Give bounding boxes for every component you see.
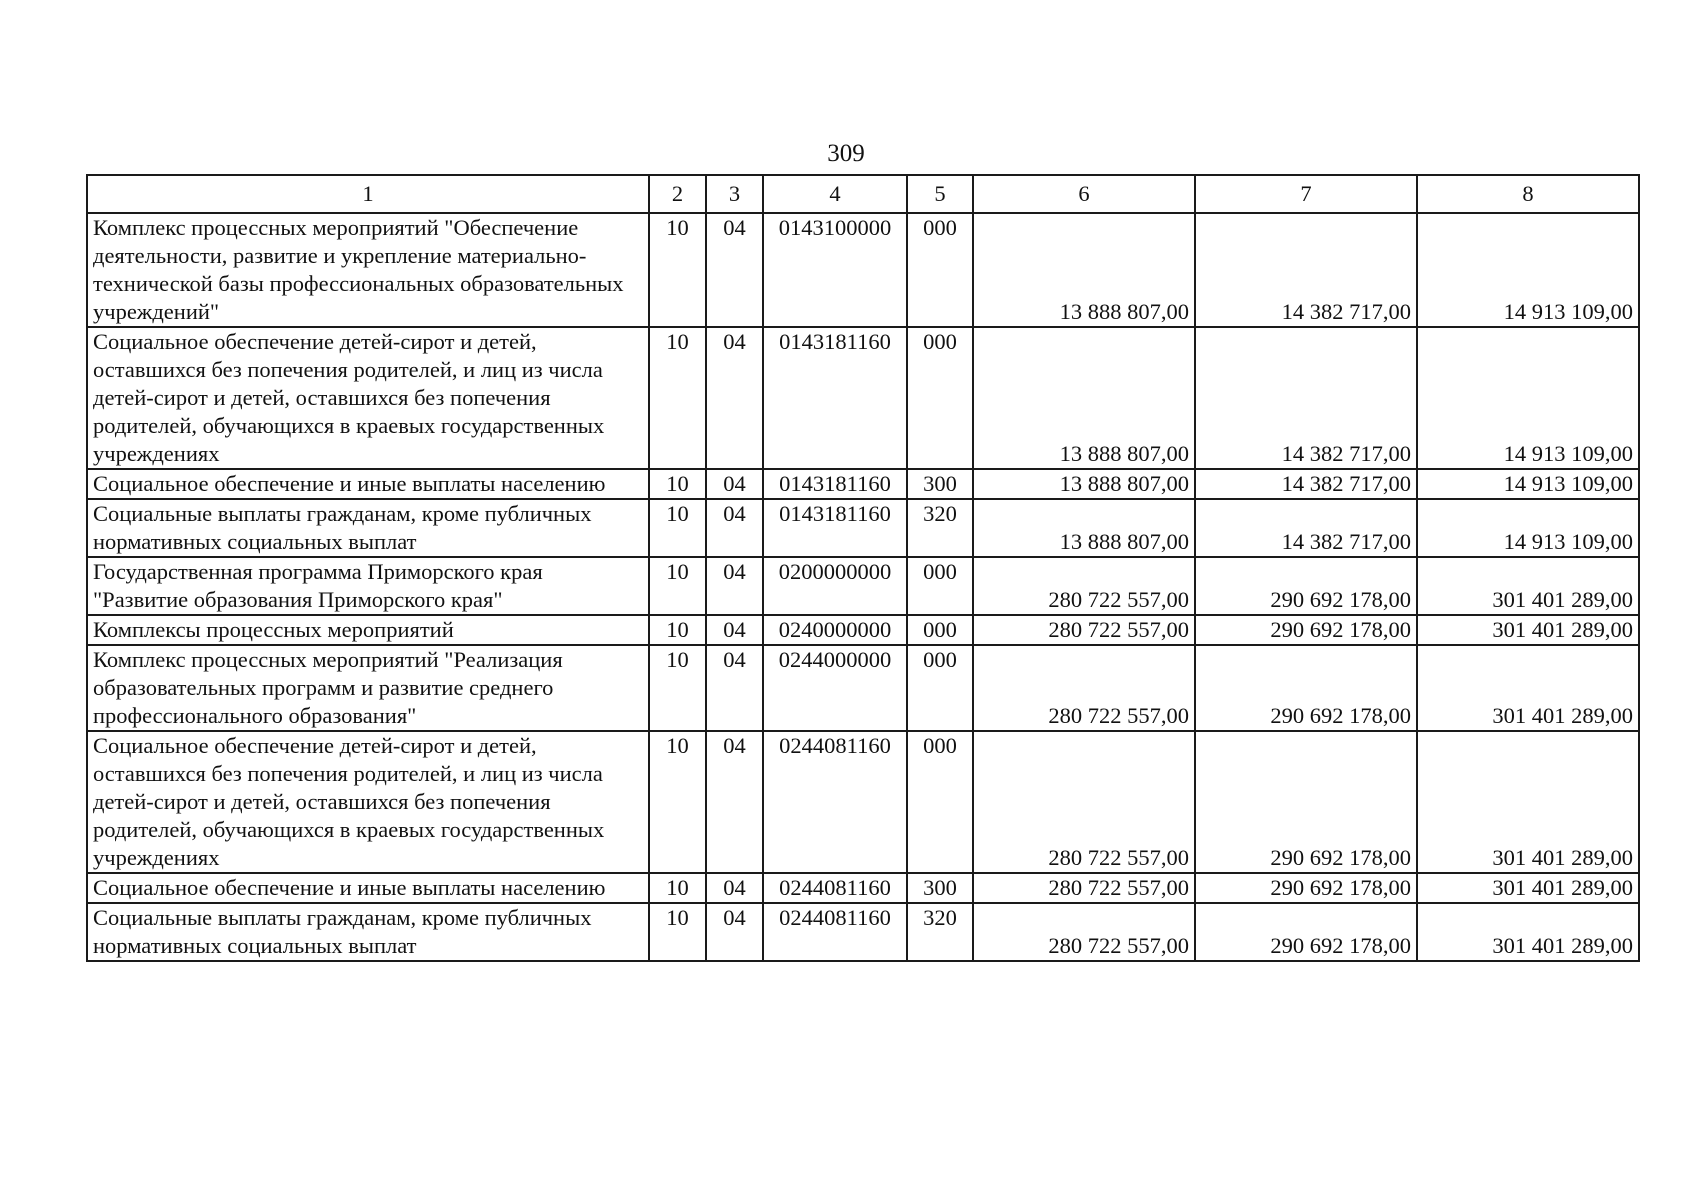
target-article-code: 0244081160 xyxy=(763,903,907,961)
amount-col-6: 13 888 807,00 xyxy=(973,213,1195,327)
section-code: 10 xyxy=(649,731,706,873)
row-name: Социальное обеспечение и иные выплаты населению xyxy=(87,873,649,903)
amount-col-7: 290 692 178,00 xyxy=(1195,873,1417,903)
column-header: 8 xyxy=(1417,175,1639,213)
amount-col-7: 14 382 717,00 xyxy=(1195,499,1417,557)
amount-col-6: 13 888 807,00 xyxy=(973,469,1195,499)
row-name: Социальное обеспечение детей-сирот и детей, оставшихся без попечения родителей, и лиц из числа детей-сирот и детей, оставшихся без попечения родителей, обучающихся в краевых государственных учреждениях xyxy=(87,327,649,469)
expense-type-code: 000 xyxy=(907,557,973,615)
section-code: 10 xyxy=(649,469,706,499)
target-article-code: 0244081160 xyxy=(763,731,907,873)
column-header: 4 xyxy=(763,175,907,213)
row-name: Государственная программа Приморского края "Развитие образования Приморского края" xyxy=(87,557,649,615)
row-name: Социальные выплаты гражданам, кроме публичных нормативных социальных выплат xyxy=(87,903,649,961)
target-article-code: 0244000000 xyxy=(763,645,907,731)
amount-col-6: 280 722 557,00 xyxy=(973,903,1195,961)
amount-col-8: 14 913 109,00 xyxy=(1417,469,1639,499)
expense-type-code: 000 xyxy=(907,645,973,731)
target-article-code: 0143181160 xyxy=(763,327,907,469)
amount-col-8: 14 913 109,00 xyxy=(1417,499,1639,557)
column-header: 3 xyxy=(706,175,763,213)
table-row xyxy=(87,327,1639,469)
amount-col-6: 280 722 557,00 xyxy=(973,557,1195,615)
section-code: 10 xyxy=(649,499,706,557)
row-name: Социальное обеспечение и иные выплаты населению xyxy=(87,469,649,499)
column-header: 7 xyxy=(1195,175,1417,213)
row-name: Комплекс процессных мероприятий "Реализация образовательных программ и развитие среднего профессионального образования" xyxy=(87,645,649,731)
amount-col-8: 301 401 289,00 xyxy=(1417,873,1639,903)
amount-col-7: 290 692 178,00 xyxy=(1195,903,1417,961)
section-code: 10 xyxy=(649,557,706,615)
amount-col-8: 301 401 289,00 xyxy=(1417,645,1639,731)
amount-col-7: 290 692 178,00 xyxy=(1195,557,1417,615)
expense-type-code: 300 xyxy=(907,469,973,499)
amount-col-7: 14 382 717,00 xyxy=(1195,213,1417,327)
expense-type-code: 000 xyxy=(907,327,973,469)
expense-type-code: 000 xyxy=(907,213,973,327)
subsection-code: 04 xyxy=(706,557,763,615)
table-row xyxy=(87,731,1639,873)
target-article-code: 0240000000 xyxy=(763,615,907,645)
expense-type-code: 000 xyxy=(907,615,973,645)
section-code: 10 xyxy=(649,615,706,645)
row-name: Социальное обеспечение детей-сирот и детей, оставшихся без попечения родителей, и лиц из числа детей-сирот и детей, оставшихся без попечения родителей, обучающихся в краевых государственных учреждениях xyxy=(87,731,649,873)
amount-col-7: 14 382 717,00 xyxy=(1195,469,1417,499)
header-row xyxy=(87,175,1639,213)
expense-type-code: 000 xyxy=(907,731,973,873)
amount-col-6: 13 888 807,00 xyxy=(973,327,1195,469)
table-row xyxy=(87,469,1639,499)
column-header: 2 xyxy=(649,175,706,213)
table-row xyxy=(87,615,1639,645)
subsection-code: 04 xyxy=(706,731,763,873)
table-row xyxy=(87,645,1639,731)
section-code: 10 xyxy=(649,645,706,731)
budget-table xyxy=(86,174,1640,962)
subsection-code: 04 xyxy=(706,469,763,499)
amount-col-8: 14 913 109,00 xyxy=(1417,213,1639,327)
amount-col-8: 301 401 289,00 xyxy=(1417,557,1639,615)
page-number: 309 xyxy=(827,140,865,167)
expense-type-code: 320 xyxy=(907,903,973,961)
amount-col-6: 280 722 557,00 xyxy=(973,873,1195,903)
amount-col-6: 280 722 557,00 xyxy=(973,645,1195,731)
section-code: 10 xyxy=(649,327,706,469)
section-code: 10 xyxy=(649,873,706,903)
amount-col-6: 13 888 807,00 xyxy=(973,499,1195,557)
subsection-code: 04 xyxy=(706,499,763,557)
amount-col-8: 301 401 289,00 xyxy=(1417,615,1639,645)
subsection-code: 04 xyxy=(706,327,763,469)
target-article-code: 0143181160 xyxy=(763,469,907,499)
row-name: Комплексы процессных мероприятий xyxy=(87,615,649,645)
target-article-code: 0143181160 xyxy=(763,499,907,557)
amount-col-6: 280 722 557,00 xyxy=(973,731,1195,873)
amount-col-7: 14 382 717,00 xyxy=(1195,327,1417,469)
table-row xyxy=(87,903,1639,961)
amount-col-8: 14 913 109,00 xyxy=(1417,327,1639,469)
column-header: 1 xyxy=(87,175,649,213)
table-row xyxy=(87,499,1639,557)
target-article-code: 0143100000 xyxy=(763,213,907,327)
section-code: 10 xyxy=(649,213,706,327)
column-header: 5 xyxy=(907,175,973,213)
table-row xyxy=(87,873,1639,903)
subsection-code: 04 xyxy=(706,873,763,903)
expense-type-code: 320 xyxy=(907,499,973,557)
subsection-code: 04 xyxy=(706,903,763,961)
table-row xyxy=(87,213,1639,327)
expense-type-code: 300 xyxy=(907,873,973,903)
amount-col-7: 290 692 178,00 xyxy=(1195,645,1417,731)
amount-col-8: 301 401 289,00 xyxy=(1417,903,1639,961)
amount-col-8: 301 401 289,00 xyxy=(1417,731,1639,873)
subsection-code: 04 xyxy=(706,213,763,327)
target-article-code: 0200000000 xyxy=(763,557,907,615)
subsection-code: 04 xyxy=(706,645,763,731)
amount-col-6: 280 722 557,00 xyxy=(973,615,1195,645)
column-header: 6 xyxy=(973,175,1195,213)
subsection-code: 04 xyxy=(706,615,763,645)
amount-col-7: 290 692 178,00 xyxy=(1195,731,1417,873)
row-name: Социальные выплаты гражданам, кроме публичных нормативных социальных выплат xyxy=(87,499,649,557)
amount-col-7: 290 692 178,00 xyxy=(1195,615,1417,645)
row-name: Комплекс процессных мероприятий "Обеспечение деятельности, развитие и укрепление материально-технической базы профессиональных образовательных учреждений" xyxy=(87,213,649,327)
table-row xyxy=(87,557,1639,615)
target-article-code: 0244081160 xyxy=(763,873,907,903)
section-code: 10 xyxy=(649,903,706,961)
